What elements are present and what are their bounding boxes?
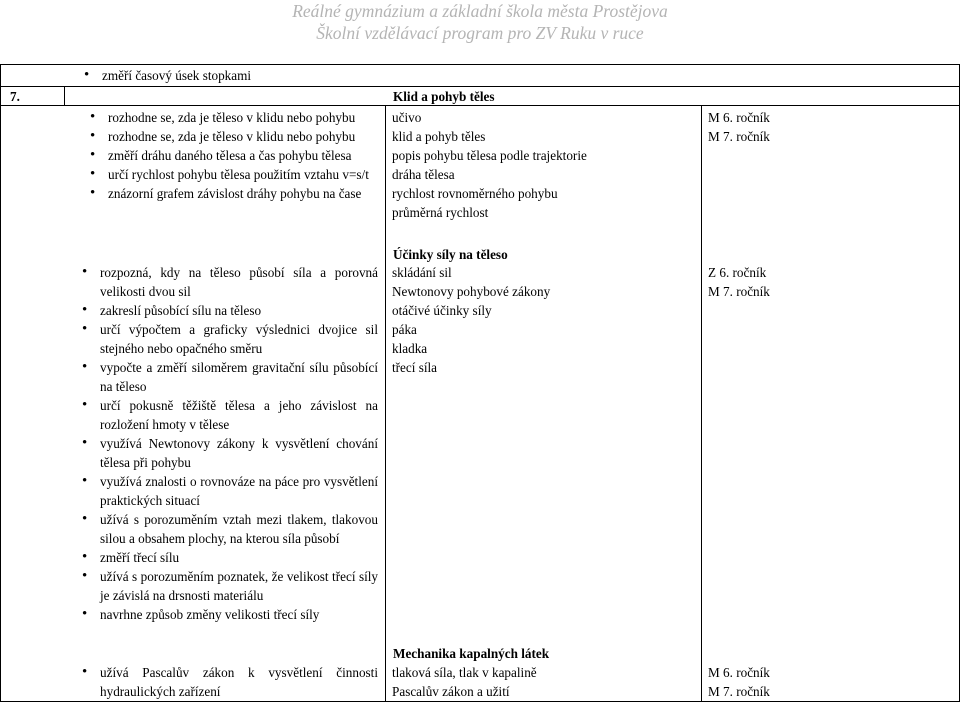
content-item: dráha tělesa — [392, 167, 455, 182]
table-top-border — [0, 64, 960, 65]
table-left-border — [0, 64, 1, 702]
list-item: • rozhodne se, zda je těleso v klidu nebo pohybu — [82, 127, 378, 146]
content-list-klid — [392, 108, 587, 222]
list-item: • rozpozná, kdy na těleso působí síla a porovná velikosti dvou sil — [74, 263, 378, 301]
content-item: třecí síla — [392, 360, 438, 375]
content-list-ucinky — [392, 263, 550, 377]
list-item: • určí pokusně těžiště tělesa a jeho závislost na rozložení hmoty v tělese — [74, 396, 378, 434]
list-item: • užívá Pascalův zákon k vysvětlení činnosti hydraulických zařízení — [74, 663, 378, 701]
column-divider — [385, 105, 386, 702]
list-item: • rozhodne se, zda je těleso v klidu nebo pohybu — [82, 108, 378, 127]
list-item: • změří třecí sílu — [74, 548, 378, 567]
list-item: • využívá znalosti o rovnováze na páce pro vysvětlení praktických situací — [74, 472, 378, 510]
content-item: rychlost rovnoměrného pohybu — [392, 186, 558, 201]
list-item: • určí rychlost pohybu tělesa použitím vztahu v=s/t — [82, 165, 378, 184]
outcomes-list-klid — [82, 108, 378, 203]
content-item: páka — [392, 322, 417, 337]
content-item: kladka — [392, 341, 428, 356]
list-item: • využívá Newtonovy zákony k vysvětlení chování tělesa při pohybu — [74, 434, 378, 472]
outcomes-list-ucinky — [74, 263, 378, 624]
content-item: popis pohybu tělesa podle trajektorie — [392, 148, 587, 163]
row-number: 7. — [10, 89, 20, 104]
list-item: • navrhne způsob změny velikosti třecí síly — [74, 605, 378, 624]
grades-mechanika — [708, 663, 770, 701]
content-item: Pascalův zákon a užití — [392, 684, 510, 699]
school-name: Reálné gymnázium a základní škola města Prostějova — [292, 1, 668, 21]
section-title: Mechanika kapalných látek — [393, 646, 550, 661]
grades-ucinky — [708, 263, 770, 301]
table-bottom-border — [0, 701, 960, 702]
content-list-mechanika — [392, 663, 537, 701]
content-item: průměrná rychlost — [392, 205, 489, 220]
grade-label: M 6. ročník — [708, 110, 770, 125]
content-item: učivo — [392, 110, 422, 125]
list-item: • užívá s porozuměním vztah mezi tlakem, tlakovou silou a obsahem plochy, na kterou síla působí — [74, 510, 378, 548]
number-cell-border — [64, 86, 65, 105]
grades-klid — [708, 108, 770, 146]
list-item: • užívá s porozuměním poznatek, že velikost třecí síly je závislá na drsnosti materiálu — [74, 567, 378, 605]
document-header — [0, 0, 960, 44]
list-item: • znázorní grafem závislost dráhy pohybu na čase — [82, 184, 378, 203]
list-item: • vypočte a změří siloměrem gravitační sílu působící na těleso — [74, 358, 378, 396]
content-item: Newtonovy pohybové zákony — [392, 284, 551, 299]
content-item: tlaková síla, tlak v kapalině — [392, 665, 537, 680]
list-item: • změří dráhu daného tělesa a čas pohybu tělesa — [82, 146, 378, 165]
outcomes-list-mechanika — [74, 663, 378, 701]
top-row-cell — [76, 66, 376, 85]
grade-label: Z 6. ročník — [708, 265, 767, 280]
grade-label: M 6. ročník — [708, 665, 770, 680]
grade-label: M 7. ročník — [708, 684, 770, 699]
section-title: Klid a pohyb těles — [393, 89, 495, 104]
list-item: • určí výpočtem a graficky výslednici dvojice sil stejného nebo opačného směru — [74, 320, 378, 358]
program-name: Školní vzdělávací program pro ZV Ruku v ruce — [316, 23, 644, 43]
grade-label: M 7. ročník — [708, 129, 770, 144]
content-item: skládání sil — [392, 265, 452, 280]
section-title: Účinky síly na těleso — [393, 247, 508, 262]
grade-label: M 7. ročník — [708, 284, 770, 299]
list-item: • zakreslí působící sílu na těleso — [74, 301, 378, 320]
list-item: • změří časový úsek stopkami — [76, 66, 376, 85]
column-divider — [701, 105, 702, 702]
content-item: otáčivé účinky síly — [392, 303, 492, 318]
content-item: klid a pohyb těles — [392, 129, 486, 144]
